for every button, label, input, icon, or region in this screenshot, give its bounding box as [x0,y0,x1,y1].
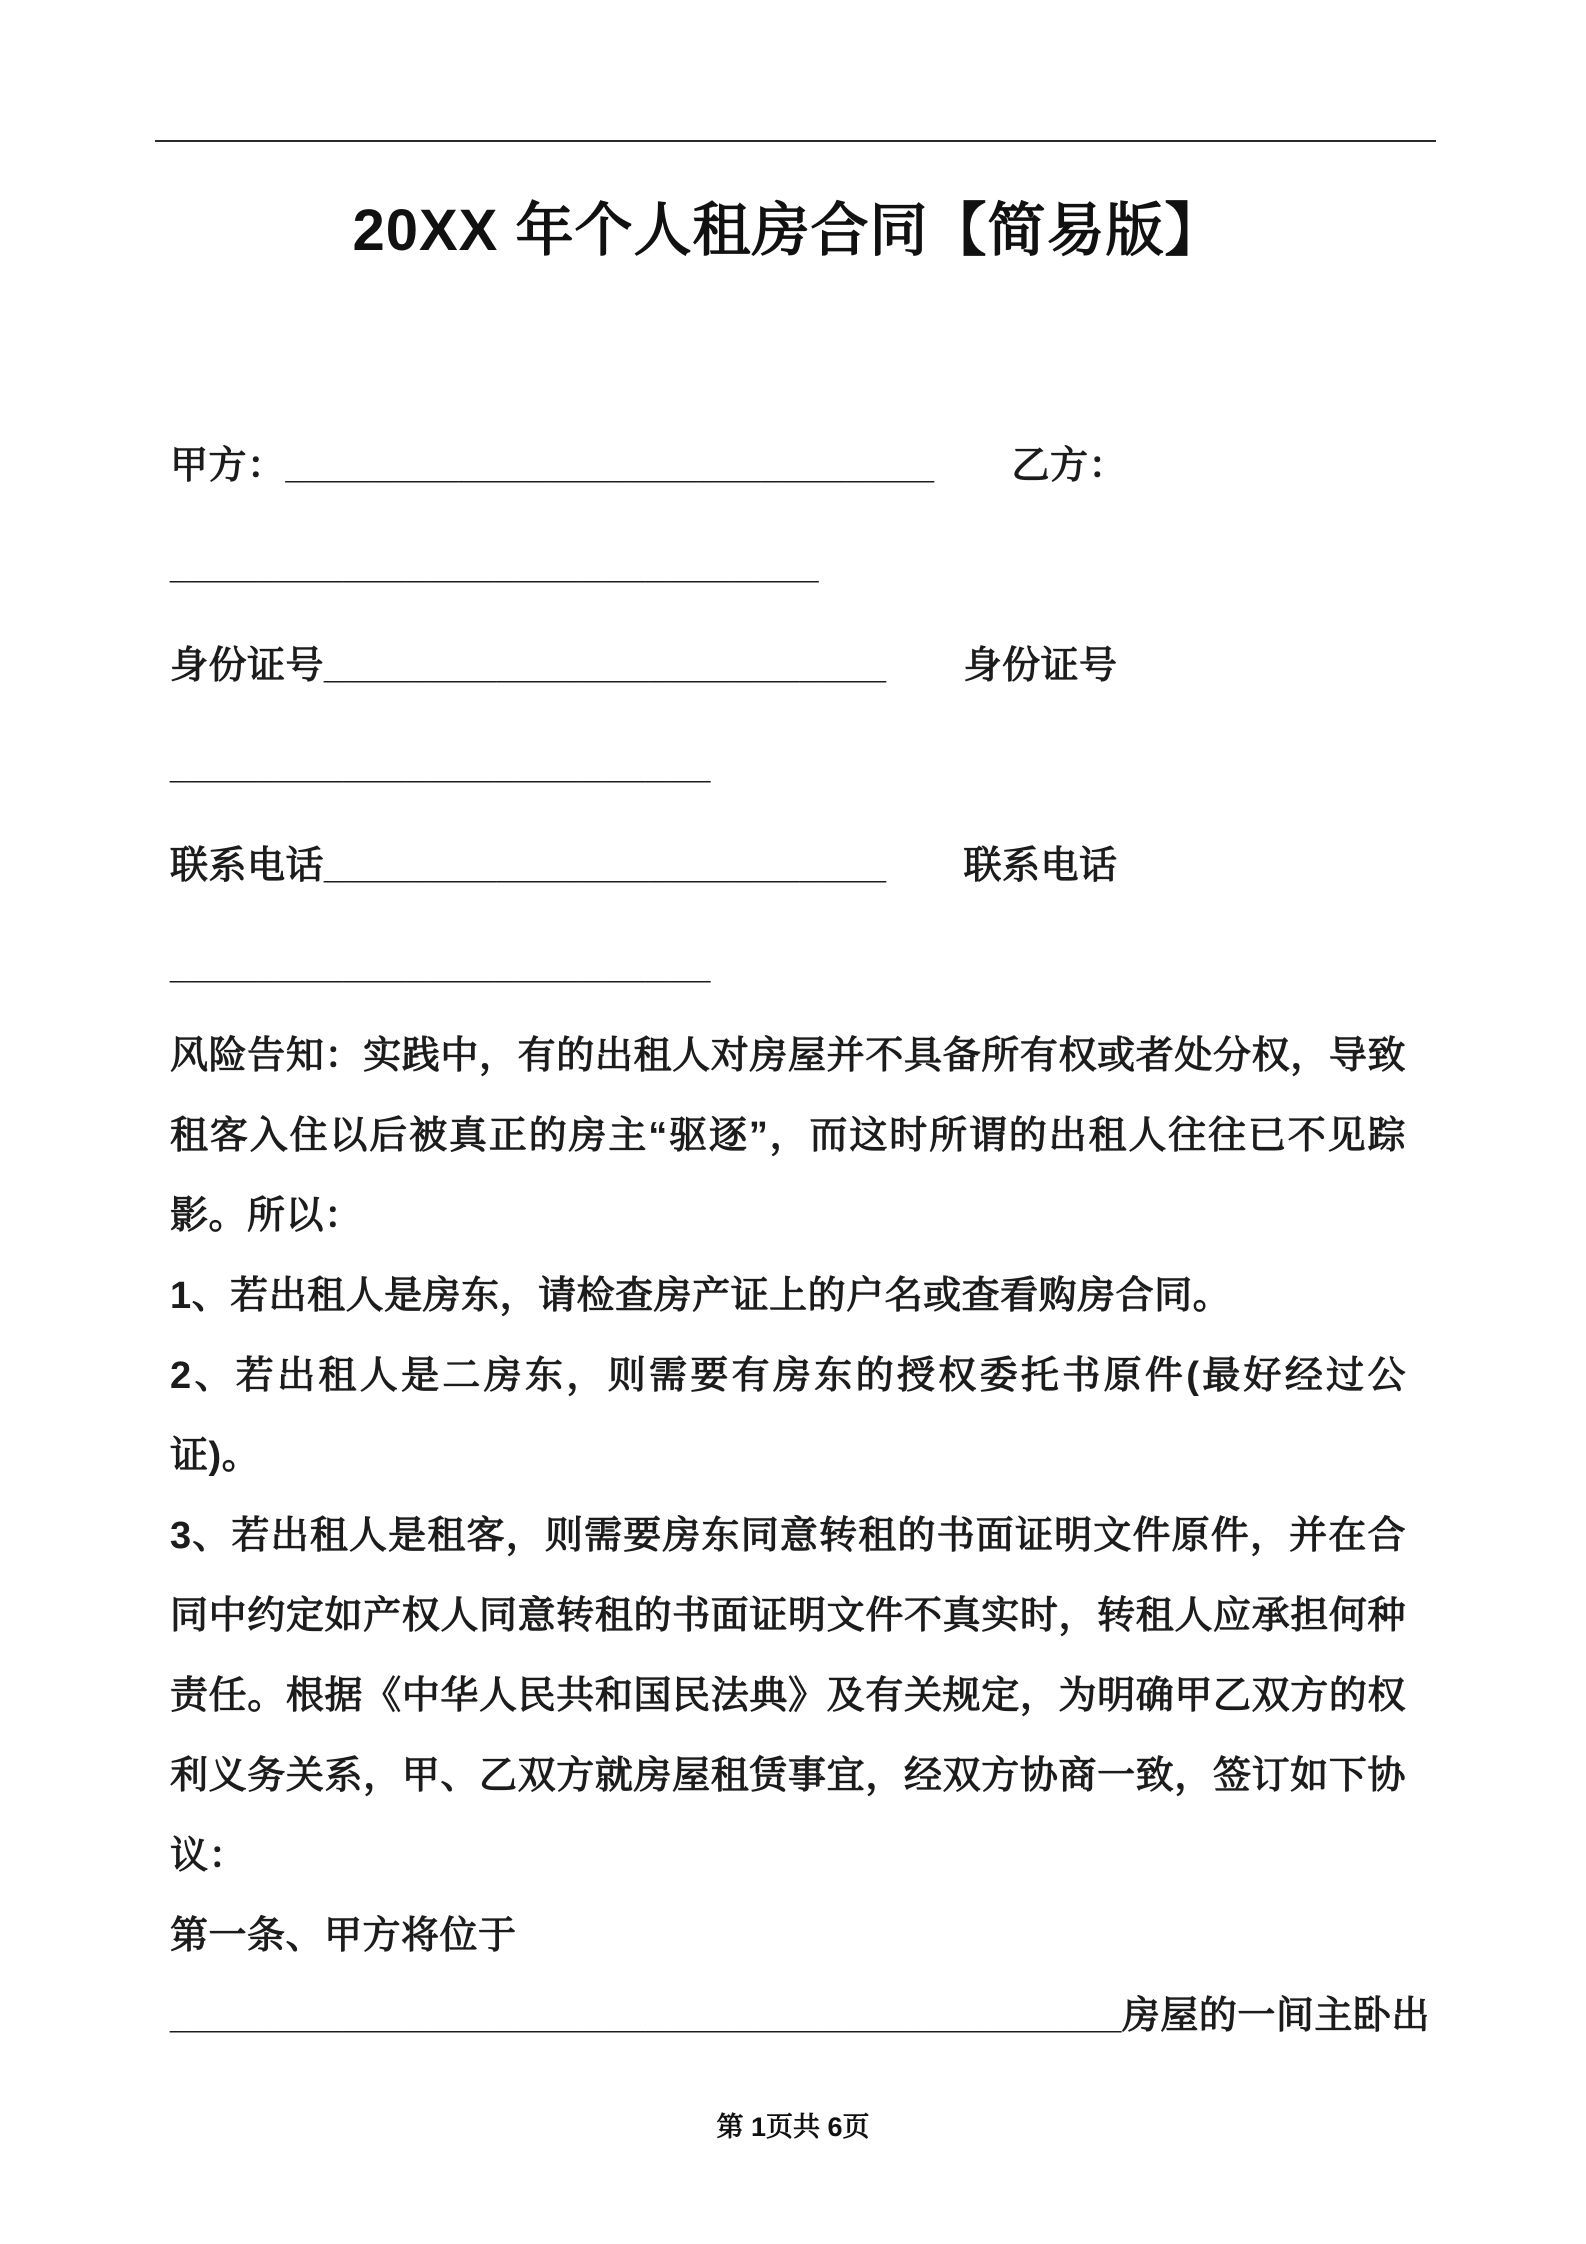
risk-item-3-and-preamble: 3、若出租人是租客，则需要房东同意转租的书面证明文件原件，并在合同中约定如产权人同意转租的书面证明文件不真实时，转租人应承担何种责任。根据《中华人民共和国民法典》及有关规定，为明确甲乙双方的权利义务关系，甲、乙双方就房屋租赁事宜，经双方协商一致，签订如下协议： [170,1515,1406,1877]
risk-item-1: 1、若出租人是房东，请检查房产证上的户名或查看购房合同。 [170,1275,1232,1317]
party-b-blank-line: ______________________________ [170,545,820,587]
clause-1-lead-line: 第一条、甲方将位于 [170,1915,517,1957]
contract-body-section [170,1016,1430,2056]
clause-1-address-blank-line: ____________________________________________房屋的一间主卧出 [170,1995,1430,2037]
phone-number-line: 联系电话__________________________ 联系电话 [170,845,1118,887]
document-title: 20XX 年个人租房合同【简易版】 [352,198,1224,263]
id-number-line: 身份证号__________________________ 身份证号 [170,645,1118,687]
risk-item-2: 2、若出租人是二房东，则需要有房东的授权委托书原件(最好经过公证)。 [170,1355,1406,1477]
header-rule [155,140,1436,142]
party-a-and-b-line: 甲方：______________________________ 乙方： [170,445,1128,487]
risk-notice-paragraph: 风险告知：实践中，有的出租人对房屋并不具备所有权或者处分权，导致租客入住以后被真正的房主“驱逐”，而这时所谓的出租人往往已不见踪影。所以： [170,1035,1406,1237]
party-info-section [170,416,1406,1016]
page-number: 第 1页共 6页 [716,2112,870,2142]
id-number-blank-line: _________________________ [170,745,711,787]
phone-number-blank-line: _________________________ [170,945,711,987]
